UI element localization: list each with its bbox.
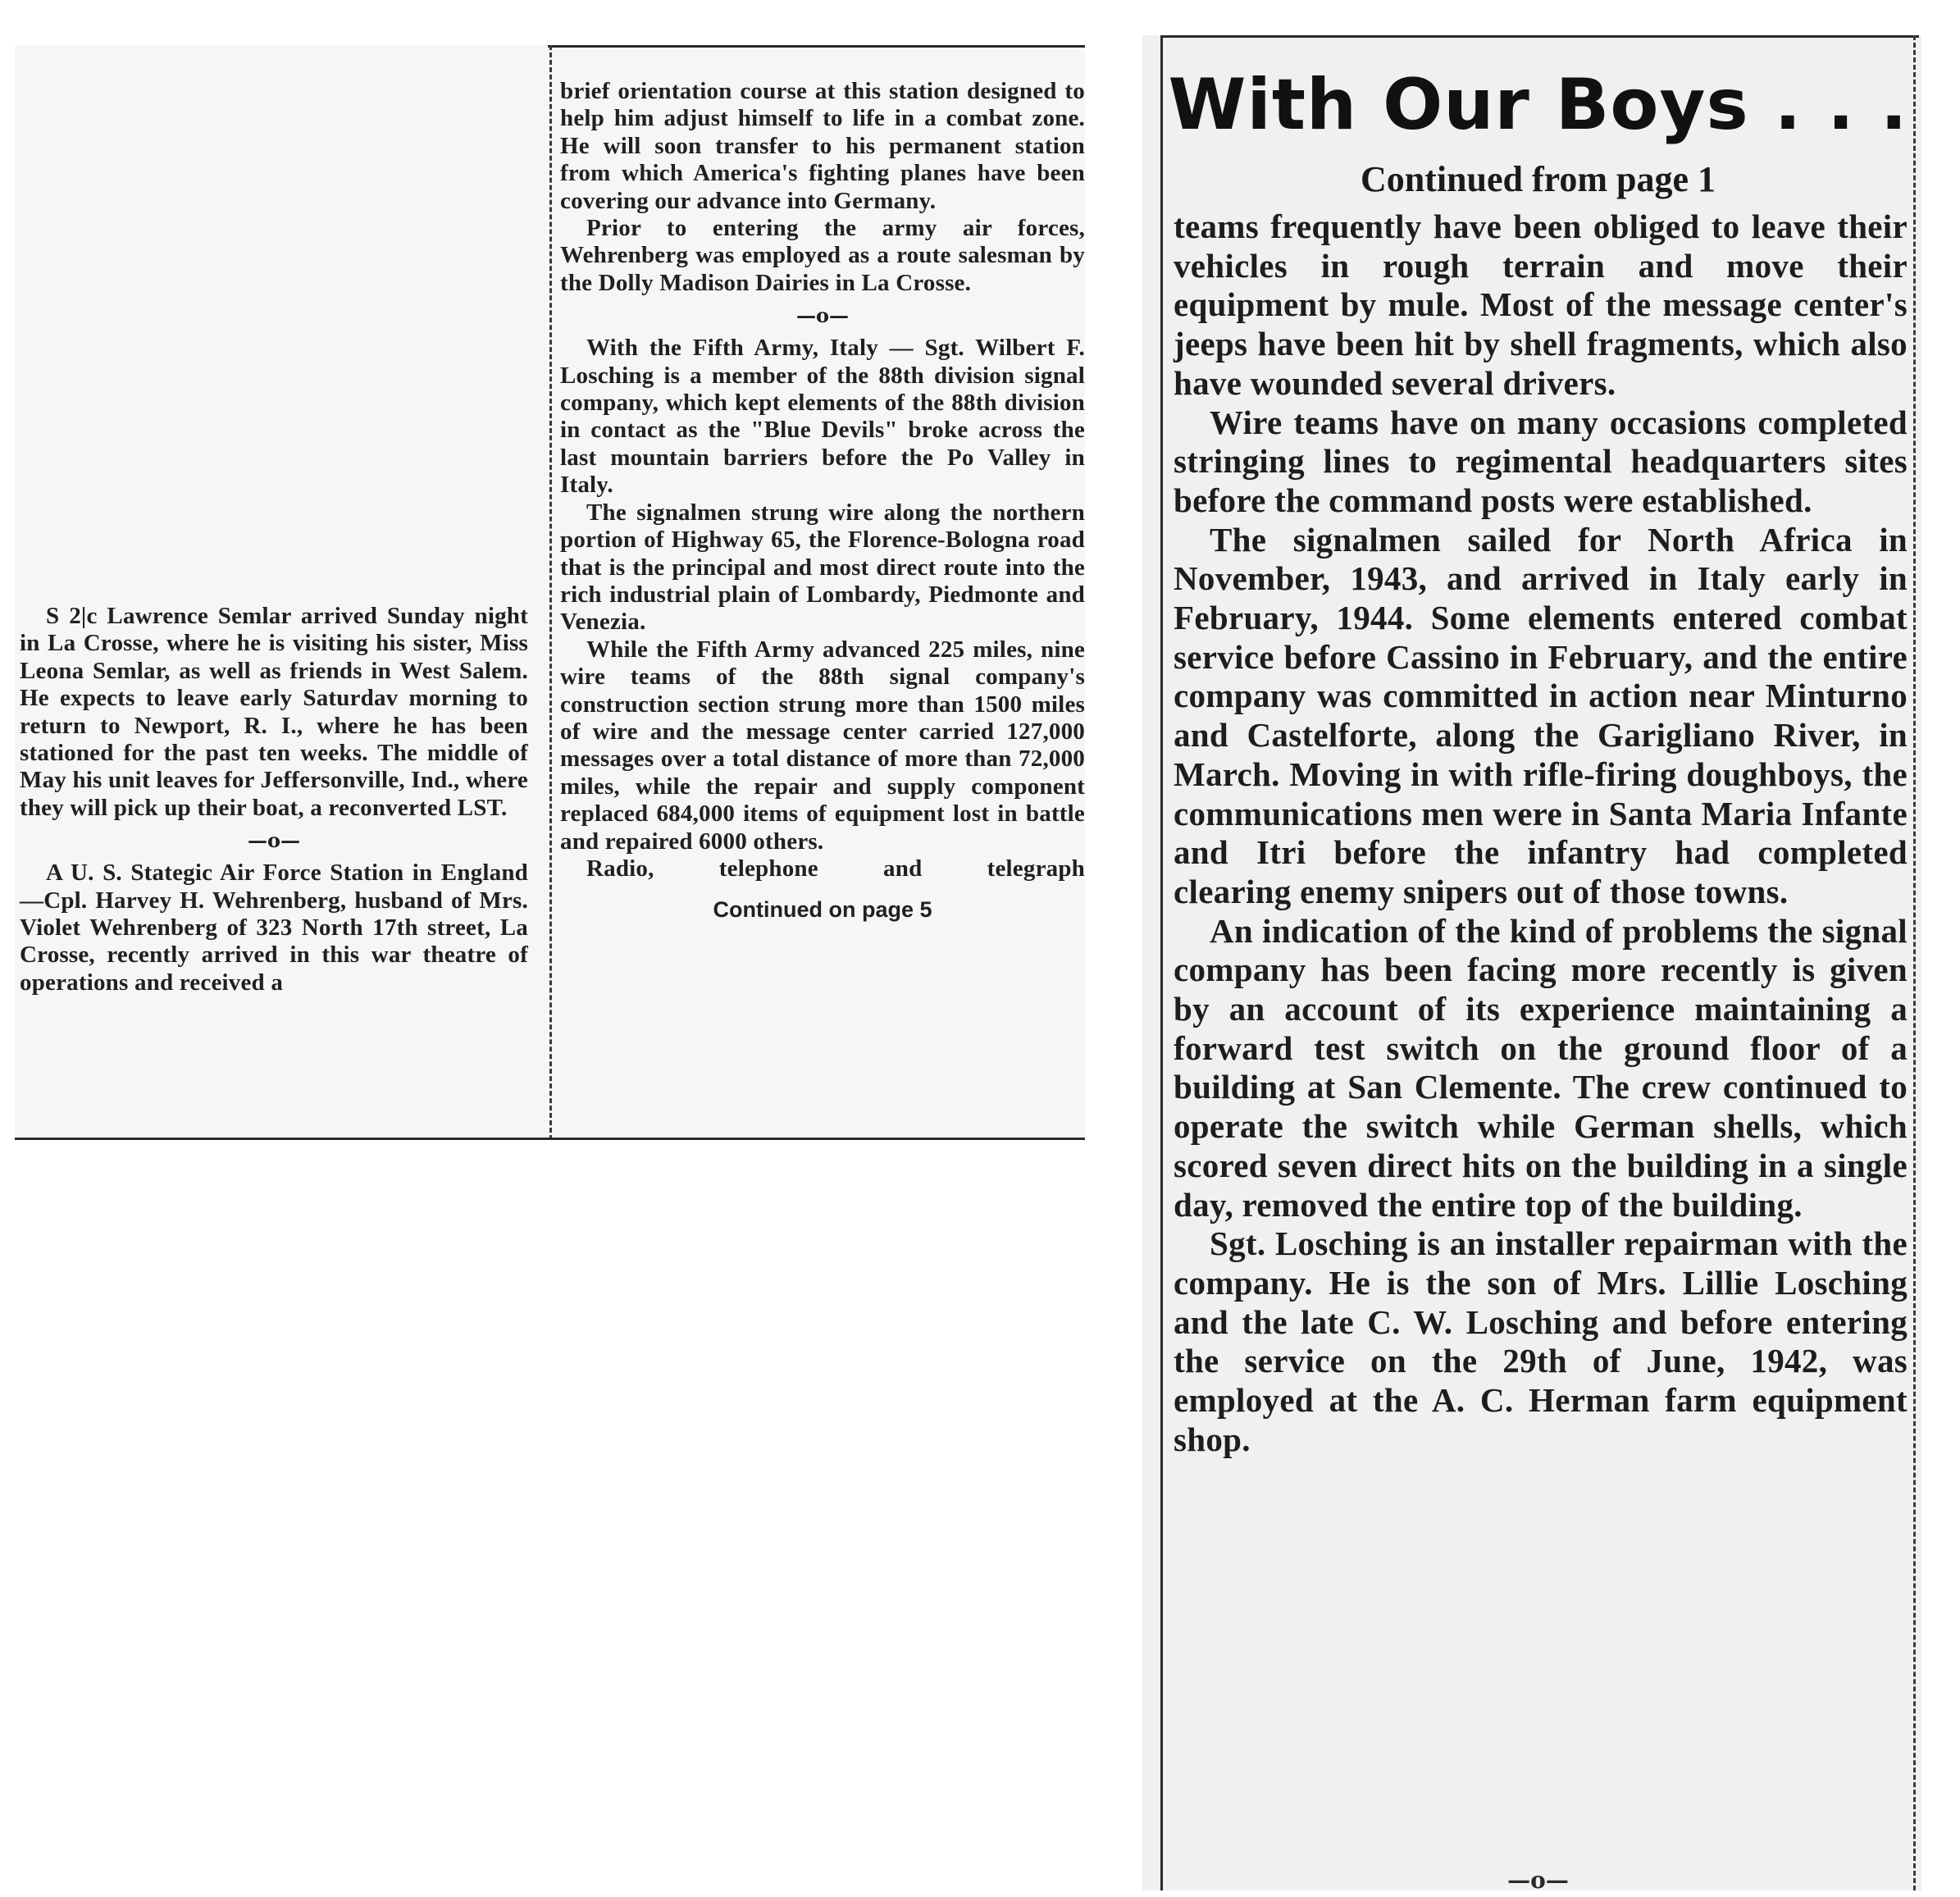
highway-paragraph: The signalmen strung wire along the northern portion of Highway 65, the Florence-Bologna road that is the principal and most direct route into the rich industrial plain of Lombardy, Piedmonte and Venezia. xyxy=(560,499,1085,636)
wire-teams-mule-paragraph: teams frequently have been obliged to leave their vehicles in rough terrain and move their equipment by mule. Most of the message center's jeeps have been hit by shell fragments, which also have wounded several drivers. xyxy=(1174,207,1908,402)
clipping-right xyxy=(1142,35,1921,1894)
radio-telephone-paragraph: Radio, telephone and telegraph xyxy=(586,855,1085,882)
prior-employment-paragraph: Prior to entering the army air forces, Wehrenberg was employed as a route salesman by the Dolly Madison Dairies in La Crosse. xyxy=(560,215,1085,296)
regimental-lines-paragraph: Wire teams have on many occasions completed stringing lines to regimental headquarters sites before the command posts were established. xyxy=(1174,403,1908,519)
article-column-middle xyxy=(560,78,1085,923)
end-separator: —o— xyxy=(1507,1867,1569,1894)
column-divider xyxy=(549,45,552,1140)
orientation-paragraph: brief orientation course at this station designed to help him adjust himself to life in a combat zone. He will soon transfer to his permanent station from which America's fighting planes have been covering our advance into Germany. xyxy=(560,78,1085,214)
san-clemente-paragraph: An indication of the kind of problems the signal company has been facing more recently is given by an account of its experience maintaining a forward test switch on the ground floor of a building at San Clemente. The crew continued to operate the switch while German shells, which scored seven direct hits on the building in a single day, removed the entire top of the building. xyxy=(1174,911,1908,1224)
item-separator: —o— xyxy=(795,303,849,328)
column-top-rule xyxy=(548,45,1085,48)
continued-from-label: Continued from page 1 xyxy=(1360,159,1716,199)
item-separator: —o— xyxy=(247,828,300,853)
clipping-left xyxy=(15,45,1085,1140)
continued-on-label: Continued on page 5 xyxy=(713,897,932,923)
north-africa-paragraph: The signalmen sailed for North Africa in November, 1943, and arrived in Italy early in February, 1944. Some elements entered combat service before Cassino in February, and the entire company was committed in action near Minturno and Castelforte, along the Garigliano River, in March. Moving in with rifle-firing doughboys, the communications men were in Santa Maria Infante and Itri before the infantry had completed clearing enemy snipers out of those towns. xyxy=(1174,520,1908,910)
semlar-paragraph: S 2|c Lawrence Semlar arrived Sunday night in La Crosse, where he is visiting his sister, Miss Leona Semlar, as well as friends in West Salem. He expects to leave early Saturdav morning to return to Newport, R. I., where he has been stationed for the past ten weeks. The middle of May his unit leaves for Jeffersonville, Ind., where they will pick up their boat, a reconverted LST. xyxy=(20,603,528,821)
clipping-bottom-rule xyxy=(15,1138,1085,1140)
clipping-top-rule xyxy=(1160,35,1919,38)
wehrenberg-paragraph: A U. S. Stategic Air Force Station in England—Cpl. Harvey H. Wehrenberg, husband of Mrs. Violet Wehrenberg of 323 North 17th street, La Crosse, recently arrived in this war theatre of operations and received a xyxy=(20,860,528,996)
article-column-left xyxy=(20,603,528,996)
clipping-right-rule xyxy=(1913,35,1916,1890)
fifth-army-paragraph: With the Fifth Army, Italy — Sgt. Wilbert F. Losching is a member of the 88th division signal company, which kept elements of the 88th division in contact as the "Blue Devils" broke across the last mountain barriers before the Po Valley in Italy. xyxy=(560,335,1085,499)
losching-bio-paragraph: Sgt. Losching is an installer repairman with the company. He is the son of Mrs. Lillie Losching and the late C. W. Losching and before entering the service on the 29th of June, 1942, was employed at the A. C. Herman farm equipment shop. xyxy=(1174,1224,1908,1458)
clipping-left-rule xyxy=(1160,35,1163,1890)
advance-statistics-paragraph: While the Fifth Army advanced 225 miles, nine wire teams of the 88th signal company's construction section strung more than 1500 miles of wire and the message center carried 127,000 messages over a total distance of more than 72,000 miles, while the repair and supply component replaced 684,000 items of equipment lost in battle and repaired 6000 others. xyxy=(560,636,1085,855)
headline: With Our Boys . . . xyxy=(1168,64,1908,146)
article-body xyxy=(1174,207,1908,1460)
